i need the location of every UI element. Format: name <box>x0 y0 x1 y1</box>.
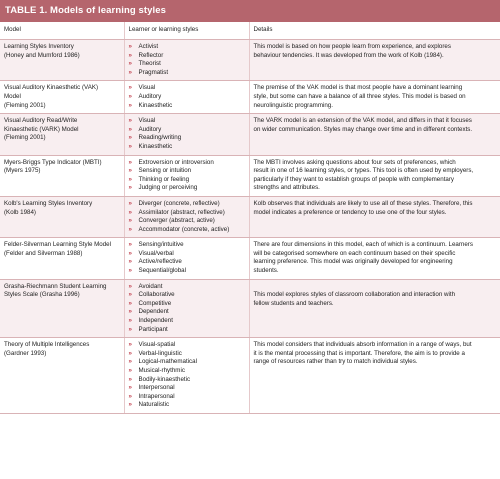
style-label: Sensing or intuition <box>138 167 192 175</box>
details-line: Kolb observes that individuals are likely to use all of these styles. Therefore, this <box>253 199 473 207</box>
styles-list <box>129 241 245 275</box>
details-cell <box>249 114 500 155</box>
bullet-icon: » <box>128 158 132 166</box>
style-label: Verbal-linguistic <box>138 349 182 357</box>
bullet-icon: » <box>128 401 132 409</box>
styles-list <box>129 341 245 410</box>
bullet-icon: » <box>128 167 132 175</box>
style-label: Thinking or feeling <box>138 175 190 183</box>
bullet-icon: » <box>128 60 132 68</box>
model-line: Model <box>4 92 21 100</box>
style-item <box>129 217 245 226</box>
style-label: Kinaesthetic <box>138 142 173 150</box>
styles-cell <box>124 155 249 196</box>
style-label: Assimilator (abstract, reflective) <box>138 208 225 216</box>
style-item <box>129 84 245 93</box>
style-item <box>129 300 245 309</box>
bullet-icon: » <box>128 101 132 109</box>
style-label: Extroversion or introversion <box>138 158 214 166</box>
model-line: (Myers 1975) <box>4 167 41 175</box>
styles-cell <box>124 279 249 338</box>
details-cell <box>249 279 500 338</box>
style-item <box>129 308 245 317</box>
styles-list <box>129 117 245 151</box>
bullet-icon: » <box>128 142 132 150</box>
style-item <box>129 209 245 218</box>
style-item <box>129 134 245 143</box>
model-line: Kinaesthetic (VARK) Model <box>4 125 79 133</box>
styles-list <box>129 283 245 335</box>
bullet-icon: » <box>128 43 132 50</box>
style-label: Logical-mathematical <box>138 358 197 366</box>
bullet-icon: » <box>128 175 132 183</box>
model-line: Styles Scale (Grasha 1996) <box>4 291 80 299</box>
style-item <box>129 401 245 410</box>
model-cell <box>0 40 124 81</box>
style-item <box>129 283 245 292</box>
bullet-icon: » <box>128 184 132 192</box>
bullet-icon: » <box>128 375 132 383</box>
style-item <box>129 376 245 385</box>
bullet-icon: » <box>128 68 132 76</box>
style-item <box>129 291 245 300</box>
model-line: (Fleming 2001) <box>4 134 46 142</box>
model-line: (Gardner 1993) <box>4 349 47 357</box>
style-label: Visual <box>138 84 156 92</box>
styles-list <box>129 200 245 234</box>
style-label: Diverger (concrete, reflective) <box>138 199 220 207</box>
model-line: Felder-Silverman Learning Style Model <box>4 241 111 249</box>
details-line: The MBTI involves asking questions about four sets of preferences, which <box>253 158 456 166</box>
style-item <box>129 43 245 52</box>
header-model: Model <box>0 22 124 40</box>
table-row <box>0 81 500 114</box>
details-line: strengths and attributes. <box>253 184 320 192</box>
details-line: learning preference. This model was originally developed for engineering <box>253 258 453 266</box>
model-cell <box>0 155 124 196</box>
details-cell <box>249 155 500 196</box>
bullet-icon: » <box>128 217 132 225</box>
style-label: Dependent <box>138 308 169 316</box>
style-label: Visual-spatial <box>138 341 176 349</box>
details-line: The VARK model is an extension of the VAK model, and differs in that it focuses <box>253 117 472 125</box>
style-label: Naturalistic <box>138 401 170 409</box>
style-item <box>129 226 245 235</box>
model-line: (Kolb 1984) <box>4 208 36 216</box>
style-label: Sequential/global <box>138 267 186 275</box>
model-line: Theory of Multiple Intelligences <box>4 341 90 349</box>
model-line: (Felder and Silverman 1988) <box>4 249 83 257</box>
details-line: This model is based on how people learn from experience, and explores <box>253 43 451 50</box>
style-item <box>129 393 245 402</box>
styles-cell <box>124 238 249 279</box>
model-cell <box>0 196 124 237</box>
details-line: This model explores styles of classroom collaboration and interaction with <box>253 291 456 299</box>
details-line <box>254 283 497 292</box>
bullet-icon: » <box>128 117 132 125</box>
details-line: on wider communication. Styles may change over time and in different contexts. <box>253 125 473 133</box>
bullet-icon: » <box>128 291 132 299</box>
details-line: will be categorised somewhere on each continuum based on their specific <box>253 249 456 257</box>
style-item <box>129 250 245 259</box>
model-line: Learning Styles Inventory <box>4 43 74 50</box>
style-item <box>129 176 245 185</box>
details-cell <box>249 238 500 279</box>
style-item <box>129 93 245 102</box>
styles-list <box>129 84 245 110</box>
bullet-icon: » <box>128 308 132 316</box>
style-item <box>129 367 245 376</box>
style-item <box>129 69 245 78</box>
details-line: style, but some can have a balance of all three styles. This model is based on <box>253 92 466 100</box>
style-label: Visual/verbal <box>138 249 174 257</box>
table-row <box>0 238 500 279</box>
model-cell <box>0 81 124 114</box>
style-label: Activist <box>138 43 159 50</box>
bullet-icon: » <box>128 208 132 216</box>
model-line: (Fleming 2001) <box>4 101 46 109</box>
bullet-icon: » <box>128 317 132 325</box>
details-line: range of resources rather than try to match individual styles. <box>253 358 418 366</box>
model-line: (Honey and Mumford 1986) <box>4 51 80 59</box>
style-item <box>129 143 245 152</box>
style-label: Intrapersonal <box>138 392 175 400</box>
bullet-icon: » <box>128 249 132 257</box>
table-body <box>0 22 500 414</box>
style-item <box>129 258 245 267</box>
model-cell <box>0 279 124 338</box>
model-line: Visual Auditory Kinaesthetic (VAK) <box>4 84 99 92</box>
style-item <box>129 102 245 111</box>
style-item <box>129 267 245 276</box>
style-label: Judging or perceiving <box>138 184 198 192</box>
details-line: students. <box>253 267 279 275</box>
bullet-icon: » <box>128 92 132 100</box>
bullet-icon: » <box>128 282 132 290</box>
style-item <box>129 52 245 61</box>
bullet-icon: » <box>128 349 132 357</box>
model-cell <box>0 238 124 279</box>
bullet-icon: » <box>128 299 132 307</box>
style-label: Independent <box>138 317 173 325</box>
style-label: Competitive <box>138 299 172 307</box>
style-label: Interpersonal <box>138 384 175 392</box>
style-label: Theorist <box>138 60 161 68</box>
styles-list <box>129 159 245 193</box>
style-label: Musical-rhythmic <box>138 367 185 374</box>
model-line: Visual Auditory Read/Write <box>4 117 78 125</box>
table-row <box>0 196 500 237</box>
style-label: Reflector <box>138 51 164 59</box>
style-label: Auditory <box>138 92 162 100</box>
style-item <box>129 117 245 126</box>
bullet-icon: » <box>128 241 132 249</box>
model-line: Myers-Briggs Type Indicator (MBTI) <box>4 158 102 166</box>
style-label: Sensing/intuitive <box>138 241 184 249</box>
style-label: Visual <box>138 117 156 125</box>
bullet-icon: » <box>128 358 132 366</box>
style-item <box>129 184 245 193</box>
bullet-icon: » <box>128 125 132 133</box>
bullet-icon: » <box>128 51 132 59</box>
table-row <box>0 155 500 196</box>
model-cell <box>0 114 124 155</box>
details-line: model indicates a preference or tendency to use one of the four styles. <box>253 208 447 216</box>
style-label: Converger (abstract, active) <box>138 217 215 225</box>
table-row <box>0 338 500 414</box>
bullet-icon: » <box>128 392 132 400</box>
style-label: Participant <box>138 325 168 333</box>
bullet-icon: » <box>128 325 132 333</box>
table-row <box>0 279 500 338</box>
details-cell <box>249 40 500 81</box>
details-line: it is the mental processing that is important. Therefore, the aim is to provide a <box>253 349 465 357</box>
styles-list <box>129 43 245 77</box>
header-row <box>0 22 500 40</box>
style-item <box>129 384 245 393</box>
style-label: Kinaesthetic <box>138 101 173 109</box>
bullet-icon: » <box>128 134 132 142</box>
details-line: behaviour tendencies. It was developed from the work of Kolb (1984). <box>253 51 444 59</box>
style-item <box>129 126 245 135</box>
styles-cell <box>124 196 249 237</box>
details-cell <box>249 338 500 414</box>
styles-cell <box>124 81 249 114</box>
details-line: There are four dimensions in this model, each of which is a continuum. Learners <box>253 241 473 249</box>
style-label: Reading/writing <box>138 134 182 142</box>
style-label: Auditory <box>138 125 162 133</box>
header-styles: Learner or learning styles <box>124 22 249 40</box>
details-line: This model considers that individuals absorb information in a range of ways, but <box>253 341 472 349</box>
bullet-icon: » <box>128 258 132 266</box>
style-item <box>129 159 245 168</box>
model-line: Grasha-Riechmann Student Learning <box>4 282 107 290</box>
details-cell <box>249 196 500 237</box>
table-row <box>0 40 500 81</box>
header-details: Details <box>249 22 500 40</box>
bullet-icon: » <box>128 199 132 207</box>
model-line: Kolb's Learning Styles Inventory <box>4 199 93 207</box>
bullet-icon: » <box>128 384 132 392</box>
model-cell <box>0 338 124 414</box>
style-item <box>129 60 245 69</box>
style-item <box>129 326 245 335</box>
details-line: fellow students and teachers. <box>253 299 334 307</box>
style-item <box>129 241 245 250</box>
style-label: Collaborative <box>138 291 175 299</box>
style-label: Active/reflective <box>138 258 182 266</box>
styles-cell <box>124 40 249 81</box>
style-label: Accommodator (concrete, active) <box>138 225 230 233</box>
bullet-icon: » <box>128 367 132 374</box>
style-item <box>129 200 245 209</box>
bullet-icon: » <box>128 341 132 349</box>
style-item <box>129 167 245 176</box>
bullet-icon: » <box>128 267 132 275</box>
style-label: Avoidant <box>138 282 163 290</box>
styles-cell <box>124 338 249 414</box>
bullet-icon: » <box>128 84 132 92</box>
details-cell <box>249 81 500 114</box>
details-line: particularly if they want to establish groups of people with complementary <box>253 175 455 183</box>
details-line: result in one of 16 learning styles, or types. This tool is often used by employers, <box>253 167 474 175</box>
styles-cell <box>124 114 249 155</box>
details-line: neurolinguistic programming. <box>253 101 333 109</box>
style-item <box>129 317 245 326</box>
style-item <box>129 358 245 367</box>
style-item <box>129 350 245 359</box>
style-label: Bodily-kinaesthetic <box>138 375 191 383</box>
table-row <box>0 114 500 155</box>
details-line: The premise of the VAK model is that most people have a dominant learning <box>253 84 463 92</box>
table-title: TABLE 1. Models of learning styles <box>0 0 500 22</box>
bullet-icon: » <box>128 225 132 233</box>
style-item <box>129 341 245 350</box>
style-label: Pragmatist <box>138 68 169 76</box>
